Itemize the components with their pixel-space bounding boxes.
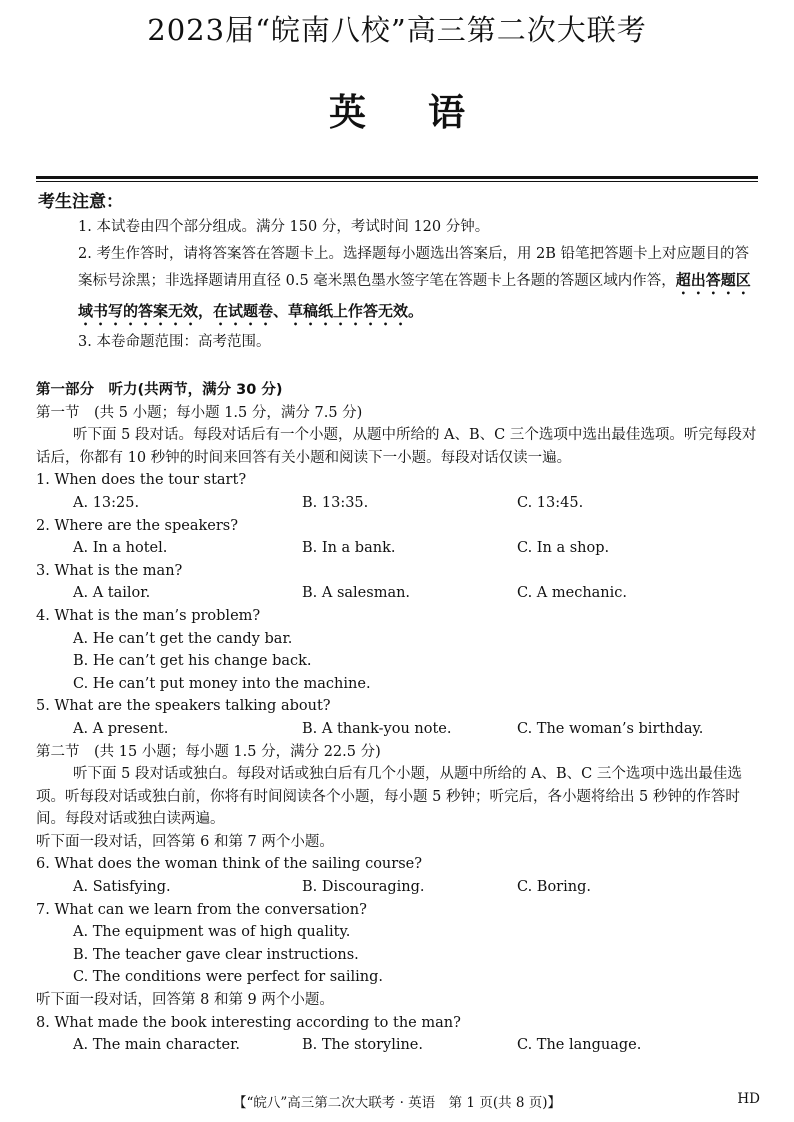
option-b: B. He can’t get his change back.	[73, 653, 312, 670]
listen-instruction-6-7: 听下面一段对话，回答第 6 和第 7 两个小题。	[36, 833, 334, 850]
section2-heading: 第二节 (共 15 小题；每小题 1.5 分，满分 22.5 分)	[36, 743, 381, 760]
question-7: 7. What can we learn from the conversation?	[36, 901, 367, 918]
footer-code: HD	[737, 1091, 760, 1107]
notice-item-3: 3. 本卷命题范围：高考范围。	[78, 334, 271, 350]
option-c: C. The conditions were perfect for sailing.	[73, 969, 383, 986]
question-6-options	[36, 876, 764, 899]
question-5: 5. What are the speakers talking about?	[36, 698, 331, 715]
question-4: 4. What is the man’s problem?	[36, 607, 261, 624]
option-c: C. The woman’s birthday.	[517, 720, 704, 737]
question-5-options	[36, 718, 764, 741]
option-b: B. The storyline.	[302, 1037, 423, 1054]
notice-heading: 考生注意：	[38, 192, 123, 212]
section1-heading: 第一节 (共 5 小题；每小题 1.5 分，满分 7.5 分)	[36, 404, 363, 421]
part1-heading: 第一部分 听力(共两节，满分 30 分)	[36, 382, 283, 398]
option-b: B. Discouraging.	[302, 879, 425, 896]
question-2: 2. Where are the speakers?	[36, 517, 238, 534]
notice-item-2	[78, 241, 762, 330]
option-a: A. The main character.	[73, 1037, 241, 1054]
option-a: A. Satisfying.	[73, 879, 171, 896]
option-b: B. A thank-you note.	[302, 720, 452, 737]
exam-title: 2023届“皖南八校”高三第二次大联考	[147, 13, 647, 47]
option-a: A. A tailor.	[73, 585, 151, 602]
question-8-options	[36, 1034, 764, 1057]
listening-section	[36, 379, 764, 1057]
subject-title: 英语	[329, 91, 527, 134]
notice-item-2-text: 2. 考生作答时，请将答案答在答题卡上。选择题每小题选出答案后，用 2B 铅笔把答题卡上对应题目的答案标号涂黑；非选择题请用直径 0.5 毫米黑色墨水签字笔在答题卡上各题的答题区域内作答，	[78, 245, 750, 289]
option-a: A. In a hotel.	[73, 540, 168, 557]
header-divider-thin	[36, 181, 758, 182]
option-c: C. Boring.	[517, 879, 591, 896]
notice-list	[78, 214, 762, 356]
question-3: 3. What is the man?	[36, 562, 183, 579]
question-1: 1. When does the tour start?	[36, 472, 247, 489]
option-c: C. He can’t put money into the machine.	[73, 675, 371, 692]
notice-item-2-warning: 超出答题区域书写的答案无效，在试题卷、草稿纸上作答无效。	[78, 271, 751, 320]
option-c: C. 13:45.	[517, 494, 584, 511]
option-a: A. The equipment was of high quality.	[73, 924, 351, 941]
question-3-options	[36, 582, 764, 605]
option-c: C. The language.	[517, 1037, 642, 1054]
option-c: C. A mechanic.	[517, 585, 628, 602]
option-b: B. In a bank.	[302, 540, 396, 557]
question-1-options	[36, 492, 764, 515]
option-a: A. A present.	[73, 720, 169, 737]
section2-instructions: 听下面 5 段对话或独白。每段对话或独白后有几个小题，从题中所给的 A、B、C 三个选项中选出最佳选项。听每段对话或独白前，你将有时间阅读各个小题，每小题 5 秒钟；听完后，各小题将给出 5 秒钟的作答时间。每段对话或独白读两遍。	[36, 766, 742, 828]
option-a: A. He can’t get the candy bar.	[73, 630, 293, 647]
notice-item-1: 1. 本试卷由四个部分组成。满分 150 分，考试时间 120 分钟。	[78, 219, 490, 235]
option-b: B. A salesman.	[302, 585, 411, 602]
option-c: C. In a shop.	[517, 540, 610, 557]
question-8: 8. What made the book interesting according to the man?	[36, 1014, 461, 1031]
option-b: B. The teacher gave clear instructions.	[73, 946, 359, 963]
option-a: A. 13:25.	[73, 494, 140, 511]
section1-instructions: 听下面 5 段对话。每段对话后有一个小题，从题中所给的 A、B、C 三个选项中选出最佳选项。听完每段对话后，你都有 10 秒钟的时间来回答有关小题和阅读下一小题。每段对话仅读一遍。	[36, 427, 757, 466]
header-divider-thick	[36, 176, 758, 179]
question-6: 6. What does the woman think of the sailing course?	[36, 856, 422, 873]
page-footer: 【“皖八”高三第二次大联考 · 英语 第 1 页(共 8 页)】	[232, 1095, 562, 1111]
question-2-options	[36, 537, 764, 560]
option-b: B. 13:35.	[302, 494, 369, 511]
listen-instruction-8-9: 听下面一段对话，回答第 8 和第 9 两个小题。	[36, 992, 334, 1009]
